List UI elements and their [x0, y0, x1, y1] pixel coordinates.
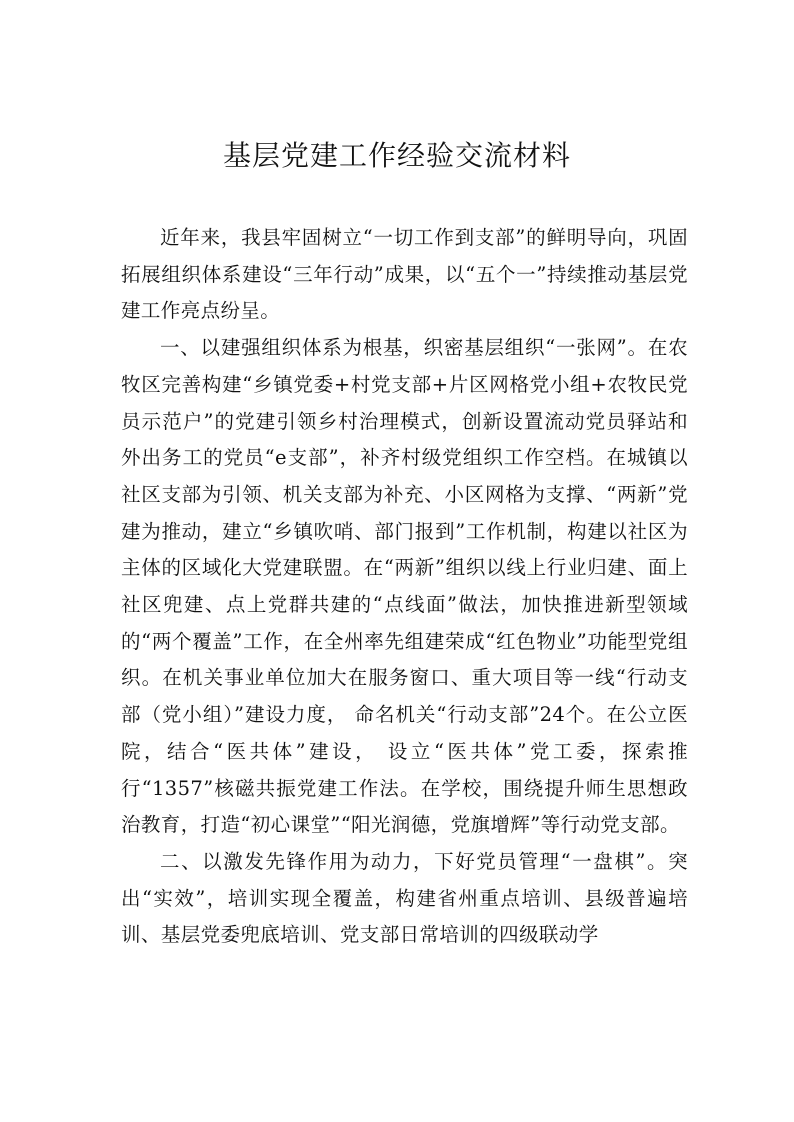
document-title: 基层党建工作经验交流材料: [222, 139, 571, 172]
paragraph-intro: 近年来，我县牢固树立“一切工作到支部”的鲜明导向，巩固拓展组织体系建设“三年行动”成果，以“五个一”持续推动基层党建工作亮点纷呈。: [121, 226, 688, 323]
paragraph-section-two: 二、以激发先锋作用为动力，下好党员管理“一盘棋”。突出“实效”，培训实现全覆盖，构建省州重点培训、县级普遍培训、基层党委兜底培训、党支部日常培训的四级联动学: [121, 849, 688, 947]
paragraph-section-one: 一、以建强组织体系为根基，织密基层组织“一张网”。在农牧区完善构建“乡镇党委+村党支部+片区网格党小组+农牧民党员示范户”的党建引领乡村治理模式，创新设置流动党员驿站和外出务工的党员“e支部”，补齐村级党组织工作空档。在城镇以社区支部为引领、机关支部为补充、小区网格为支撑、“两新”党建为推动，建立“乡镇吹哨、部门报到”工作机制，构建以社区为主体的区域化大党建联盟。在“两新”组织以线上行业归建、面上社区兜建、点上党群共建的“点线面”做法，加快推进新型领域的“两个覆盖”工作，在全州率先组建荣成“红色物业”功能型党组织。在机关事业单位加大在服务窗口、重大项目等一线“行动支部（党小组）”建设力度， 命名机关“行动支部”24个。在公立医院，结合“医共体”建设， 设立“医共体”党工委，探索推行“1357”核磁共振党建工作法。在学校，围绕提升师生思想政治教育，打造“初心课堂”“阳光润德，党旗增辉”等行动党支部。: [121, 336, 688, 837]
document-body: [121, 220, 688, 954]
